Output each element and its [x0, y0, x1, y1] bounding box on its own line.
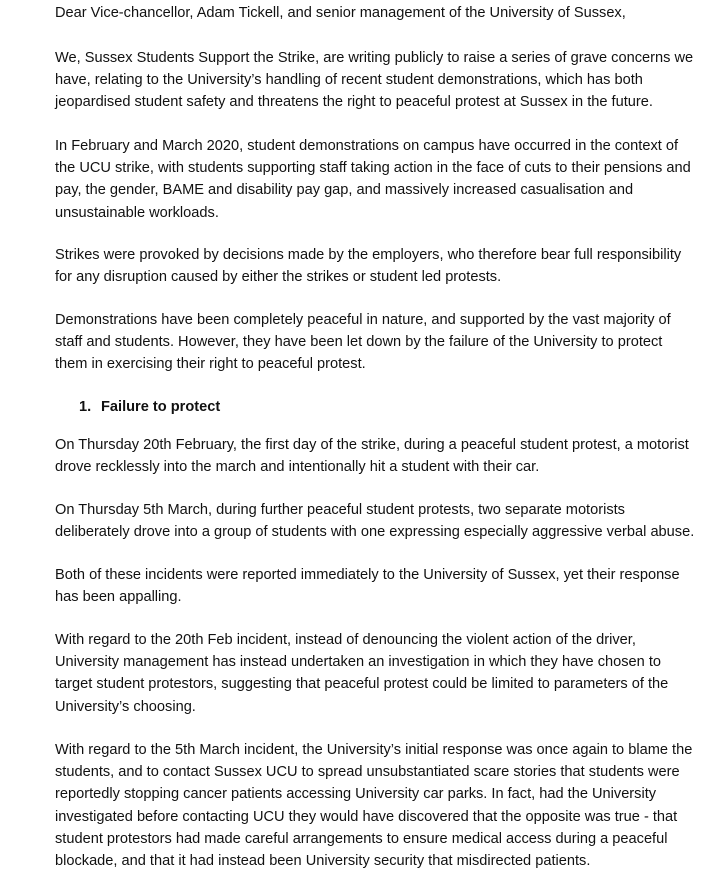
text-line: With regard to the 20th Feb incident, instead of denouncing the violent action of the driver,: [55, 632, 636, 648]
text-line: student protestors had made careful arrangements to ensure medical access during a peaceful: [55, 830, 668, 847]
text-line: the UCU strike, with students supporting staff taking action in the face of cuts to their pensions and: [55, 160, 691, 177]
text-line: University management has instead undertaken an investigation in which they have chosen to: [55, 654, 662, 671]
paragraph-reported: [55, 564, 680, 608]
text-line: unsustainable workloads.: [55, 204, 219, 221]
text-line: With regard to the 5th March incident, the University’s initial response was once again to blame the: [55, 742, 693, 758]
text-line: for any disruption caused by either the strikes or student led protests.: [55, 269, 502, 286]
text-line: blockade, and that it had instead been University security that misdirected patients.: [55, 852, 591, 869]
text-line: University’s choosing.: [55, 698, 196, 715]
text-line: Strikes were provoked by decisions made by the employers, who therefore bear full responsibility: [55, 247, 682, 263]
section-heading: [79, 396, 220, 418]
text-line: target student protestors, suggesting that peaceful protest could be limited to parameters of the: [55, 676, 669, 693]
text-line: jeopardised student safety and threatens the right to peaceful protest at Sussex in the future.: [55, 94, 653, 111]
paragraph-demonstrations: [55, 309, 675, 376]
text-line: students, and to contact Sussex UCU to spread unsubstantiated scare stories that students were: [55, 764, 680, 781]
text-line: We, Sussex Students Support the Strike, are writing publicly to raise a series of grave concerns we: [55, 50, 694, 66]
text-line: Dear Vice-chancellor, Adam Tickell, and senior management of the University of Sussex,: [55, 5, 626, 21]
text-line: has been appalling.: [55, 589, 182, 606]
salutation: [55, 2, 675, 24]
paragraph-context: [55, 135, 691, 224]
section-title: Failure to protect: [101, 399, 221, 415]
paragraph-feb-incident: [55, 434, 689, 478]
text-line: In February and March 2020, student demonstrations on campus have occurred in the context of: [55, 138, 679, 154]
text-line: pay, the gender, BAME and disability pay gap, and massively increased casualisation and: [55, 182, 634, 199]
text-line: drove recklessly into the march and intentionally hit a student with their car.: [55, 459, 540, 476]
text-line: On Thursday 20th February, the first day of the strike, during a peaceful student protest, a motorist: [55, 437, 689, 453]
text-line: On Thursday 5th March, during further peaceful student protests, two separate motorists: [55, 502, 625, 518]
text-line: staff and students. However, they have been let down by the failure of the University to protect: [55, 334, 663, 351]
section-number: 1.: [79, 399, 92, 415]
text-line: deliberately drove into a group of students with one expressing especially aggressive verbal abuse.: [55, 524, 695, 541]
text-line: reportedly stopping cancer patients accessing University car parks. In fact, had the University: [55, 786, 657, 803]
text-line: Demonstrations have been completely peaceful in nature, and supported by the vast majority of: [55, 312, 671, 328]
paragraph-march-incident: [55, 499, 695, 543]
paragraph-march-response: [55, 739, 693, 872]
text-line: have, relating to the University’s handling of recent student demonstrations, which has both: [55, 72, 643, 89]
paragraph-feb-response: [55, 629, 675, 718]
text-line: Both of these incidents were reported immediately to the University of Sussex, yet their response: [55, 567, 680, 583]
paragraph-intro: [55, 47, 694, 114]
text-line: investigated before contacting UCU they would have discovered that the opposite was true - that: [55, 808, 678, 825]
paragraph-strikes: [55, 244, 682, 288]
text-line: them in exercising their right to peaceful protest.: [55, 356, 366, 373]
